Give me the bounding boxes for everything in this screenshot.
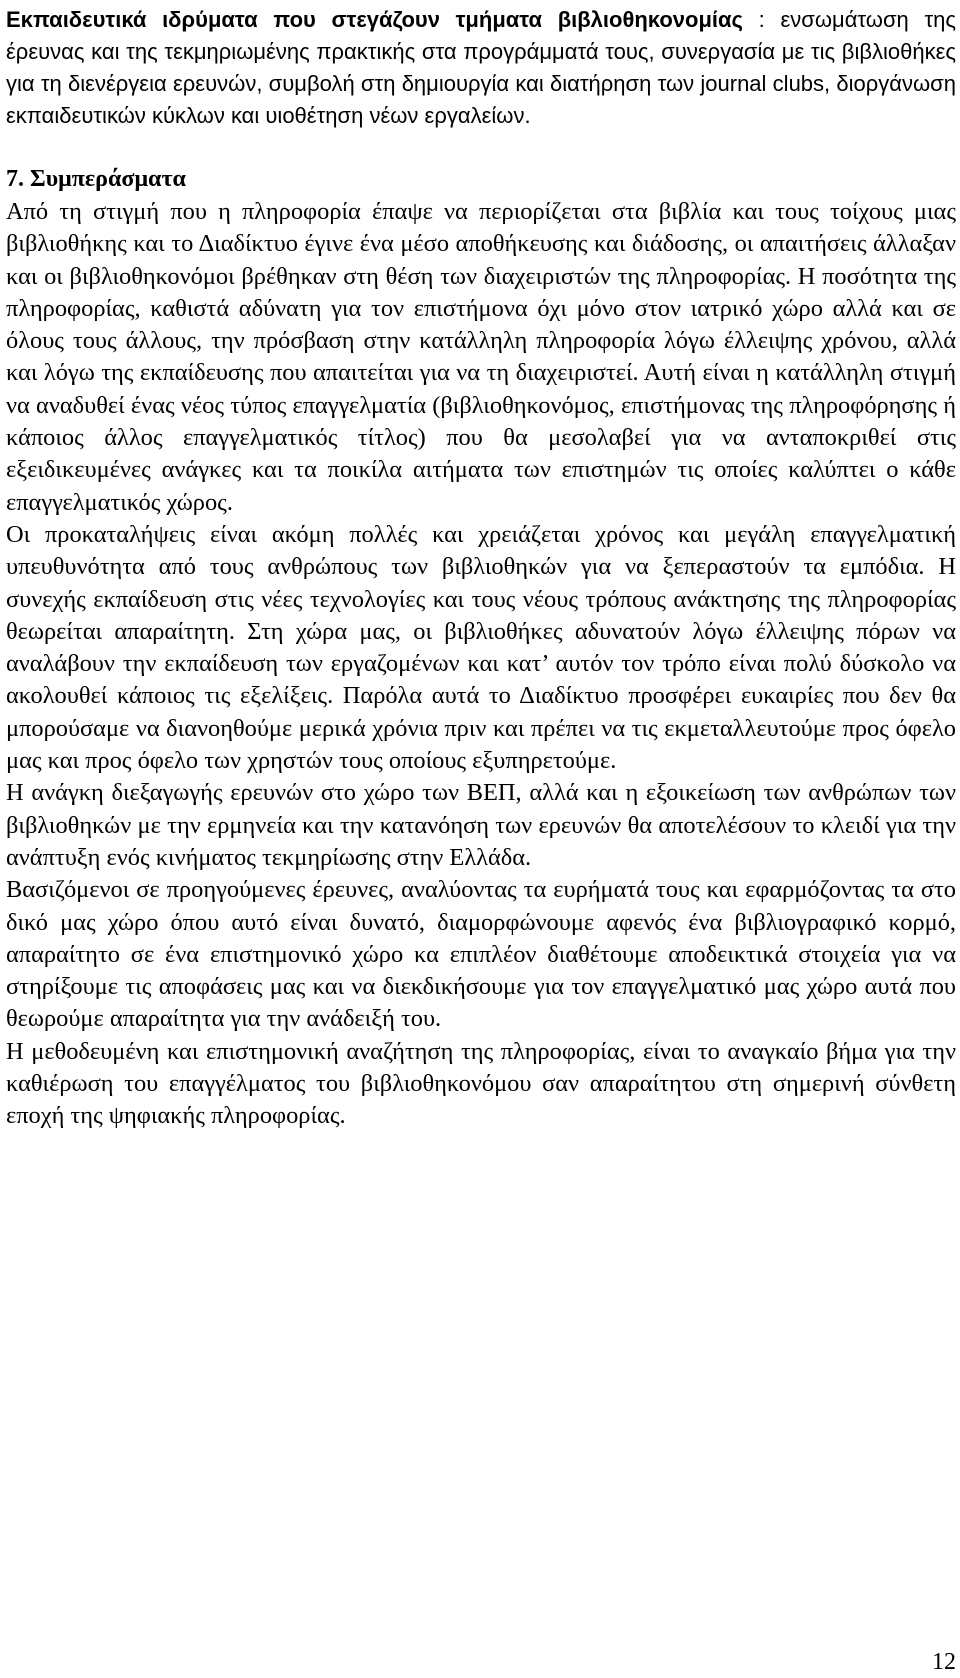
paragraph-4: Βασιζόμενοι σε προηγούμενες έρευνες, αναλύοντας τα ευρήματά τους και εφαρμόζοντας τα στο δικό μας χώρο όπου αυτό είναι δυνατό, διαμορφώνουμε αφενός ένα βιβλιογραφικό κορμό, απαραίτητο σε ένα επιστημονικό χώρο κα επιπλέον διαθέτουμε αποδεικτικά στοιχεία για να στηρίξουμε τις αποφάσεις μας και να διεκδικήσουμε για τον επαγγελματικό μας χώρο αυτά που θεωρούμε απαραίτητα για την ανάδειξή του. — [6, 876, 956, 1033]
intro-bold-lead: Εκπαιδευτικά ιδρύματα που στεγάζουν τμήματα βιβλιοθηκονομίας — [6, 7, 743, 32]
paragraph-1: Από τη στιγμή που η πληροφορία έπαψε να περιορίζεται στα βιβλία και τους τοίχους μιας βιβλιοθήκης και το Διαδίκτυο έγινε ένα μέσο αποθήκευσης και διάδοσης, οι απαιτήσεις άλλαξαν και οι βιβλιοθηκονόμοι βρέθηκαν στη θέση των διαχειριστών της πληροφορίας. Η ποσότητα της πληροφορίας, καθιστά αδύνατη για τον επιστήμονα όχι μόνο στον ιατρικό χώρο αλλά και σε όλους τους άλλους, την πρόσβαση στην κατάλληλη πληροφορία λόγω έλλειψης χρόνου, αλλά και λόγω της εκπαίδευσης που απαιτείται για να τη διαχειριστεί. Αυτή είναι η κατάλληλη στιγμή να αναδυθεί ένας νέος τύπος επαγγελματία (βιβλιοθηκονόμος, επιστήμονας της πληροφόρησης ή κάποιος άλλος επαγγελματικός τίτλος) που θα μεσολαβεί για να ανταποκριθεί στις εξειδικευμένες ανάγκες και τα ποικίλα αιτήματα των επιστημών τις οποίες καλύπτει ο κάθε επαγγελματικός χώρος. — [6, 198, 956, 516]
paragraph-5: Η μεθοδευμένη και επιστημονική αναζήτηση της πληροφορίας, είναι το αναγκαίο βήμα για την καθιέρωση του επαγγέλματος του βιβλιοθηκονόμου σαν απαραίτητου στη σημερινή σύνθετη εποχή της ψηφιακής πληροφορίας. — [6, 1037, 956, 1130]
section-heading: 7. Συμπεράσματα — [6, 166, 186, 192]
intro-paragraph — [6, 4, 956, 132]
page-number: 12 — [932, 1649, 956, 1675]
intro-text: : ενσωμάτωση της έρευνας και της τεκμηριωμένης πρακτικής στα προγράμματά τους, συνεργασία με τις βιβλιοθήκες για τη διενέργεια ερευνών, συμβολή στη δημιουργία και διατήρηση των journal clubs, διοργάνωση εκπαιδευτικών κύκλων και υιοθέτηση νέων εργαλείων. — [6, 7, 957, 128]
paragraph-2: Οι προκαταλήψεις είναι ακόμη πολλές και χρειάζεται χρόνος και μεγάλη επαγγελματική υπευθυνότητα από τους ανθρώπους των βιβλιοθηκών για να ξεπεραστούν τα εμπόδια. Η συνεχής εκπαίδευση στις νέες τεχνολογίες και τους νέους τρόπους ανάκτησης της πληροφορίας θεωρείται απαραίτητη. Στη χώρα μας, οι βιβλιοθήκες αδυνατούν λόγω έλλειψης πόρων να αναλάβουν την εκπαίδευση των εργαζομένων και κατ’ αυτόν τον τρόπο είναι πολύ δύσκολο να ακολουθεί κάποιος τις εξελίξεις. Παρόλα αυτά το Διαδίκτυο προσφέρει ευκαιρίες που δεν θα μπορούσαμε να διανοηθούμε μερικά χρόνια πριν και πρέπει να τις εκμεταλλευτούμε προς όφελο μας και προς όφελο των χρηστών τους οποίους εξυπηρετούμε. — [6, 520, 956, 775]
document-page — [6, 4, 956, 1133]
paragraph-3: Η ανάγκη διεξαγωγής ερευνών στο χώρο των ΒΕΠ, αλλά και η εξοικείωση των ανθρώπων των βιβλιοθηκών με την ερμηνεία και την κατανόηση των ερευνών θα αποτελέσουν το κλειδί για την ανάπτυξη ενός κινήματος τεκμηρίωσης στην Ελλάδα. — [6, 779, 956, 871]
